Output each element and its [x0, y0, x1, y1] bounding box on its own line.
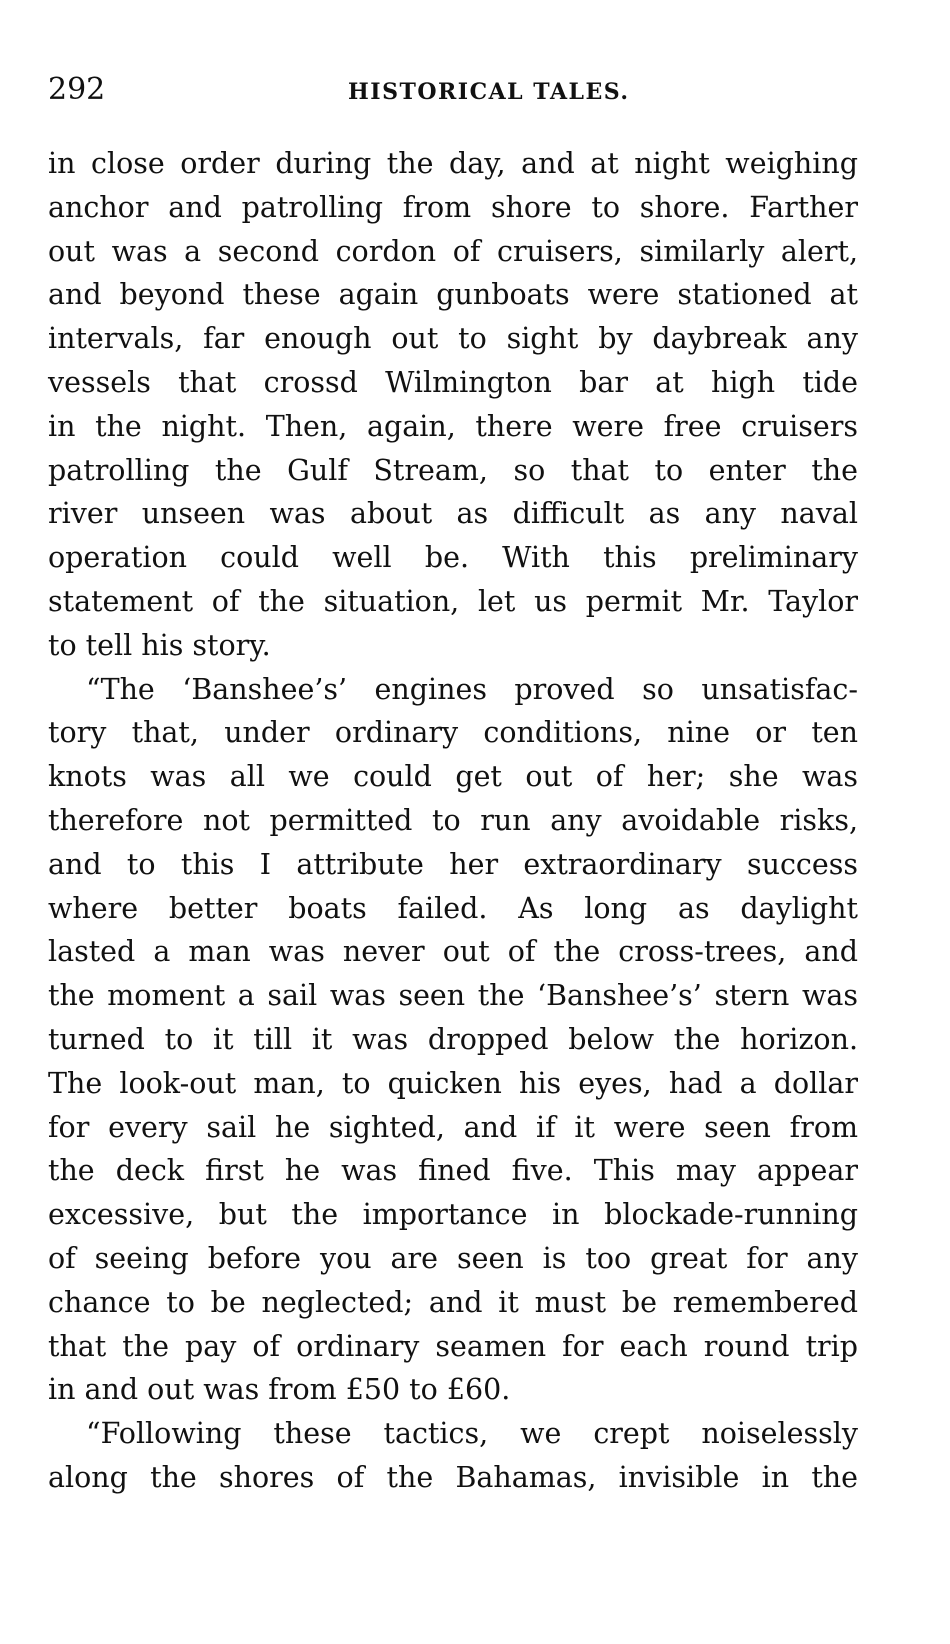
- text-line: intervals, far enough out to sight by daybreak any: [48, 322, 858, 356]
- text-line: lasted a man was never out of the cross-trees, and: [48, 935, 858, 969]
- text-line: the deck first he was fined five. This may appear: [48, 1154, 858, 1188]
- text-line: knots was all we could get out of her; she was: [48, 760, 858, 794]
- text-line: that the pay of ordinary seamen for each round trip: [48, 1329, 858, 1363]
- text-line: for every sail he sighted, and if it were seen from: [48, 1110, 858, 1144]
- text-line: therefore not permitted to run any avoidable risks,: [48, 803, 858, 837]
- text-line: out was a second cordon of cruisers, similarly alert,: [48, 234, 858, 268]
- text-line: tory that, under ordinary conditions, nine or ten: [48, 716, 858, 750]
- text-line: river unseen was about as difficult as any naval: [48, 497, 858, 531]
- text-line: statement of the situation, let us permit Mr. Taylor: [48, 584, 858, 618]
- text-line: in the night. Then, again, there were free cruisers: [48, 409, 858, 443]
- text-line: turned to it till it was dropped below the horizon.: [48, 1022, 858, 1056]
- text-line: to tell his story.: [48, 628, 271, 662]
- text-line: and beyond these again gunboats were stationed at: [48, 278, 858, 312]
- text-line: excessive, but the importance in blockade-running: [48, 1198, 858, 1232]
- text-line: anchor and patrolling from shore to shore. Farther: [48, 190, 858, 224]
- text-line: The look-out man, to quicken his eyes, had a dollar: [48, 1066, 858, 1100]
- running-header: [48, 70, 902, 110]
- text-line: and to this I attribute her extraordinary success: [48, 847, 858, 881]
- text-line: where better boats failed. As long as daylight: [48, 891, 858, 925]
- text-line: “The ‘Banshee’s’ engines proved so unsatisfac-: [86, 672, 858, 706]
- text-line: of seeing before you are seen is too great for any: [48, 1241, 858, 1275]
- text-line: chance to be neglected; and it must be remembered: [48, 1285, 858, 1319]
- text-line: in close order during the day, and at night weighing: [48, 147, 858, 180]
- text-line: “Following these tactics, we crept noiselessly: [86, 1417, 858, 1451]
- text-line: in and out was from £50 to £60.: [48, 1373, 511, 1407]
- text-line: along the shores of the Bahamas, invisible in the: [48, 1460, 858, 1494]
- text-line: vessels that crossd Wilmington bar at high tide: [48, 365, 858, 399]
- text-line: the moment a sail was seen the ‘Banshee’s’ stern was: [48, 979, 858, 1013]
- page-number: 292: [48, 72, 106, 107]
- body-text: [48, 142, 858, 1500]
- running-title: HISTORICAL TALES.: [348, 79, 630, 105]
- text-line: operation could well be. With this preliminary: [48, 541, 858, 575]
- text-line: patrolling the Gulf Stream, so that to enter the: [48, 453, 858, 487]
